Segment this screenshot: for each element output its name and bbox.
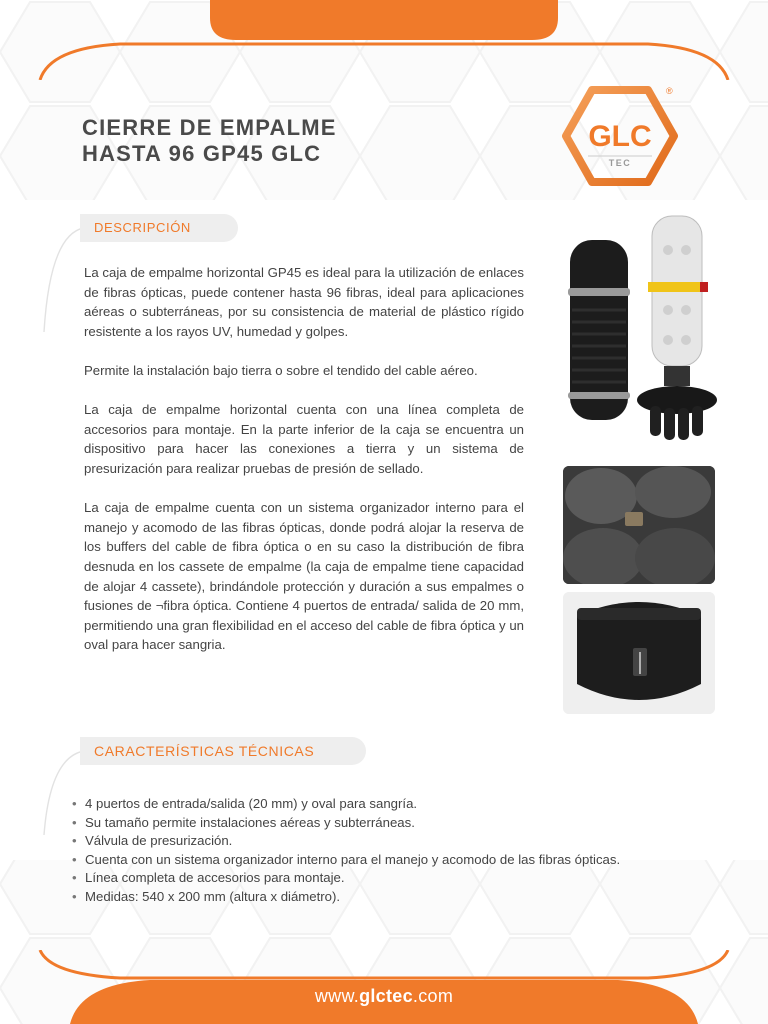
website-domain: glctec [359, 986, 413, 1006]
description-body [84, 263, 524, 674]
title-line-2: HASTA 96 GP45 GLC [82, 141, 322, 166]
page-title [82, 115, 337, 167]
registered-mark: ® [666, 86, 673, 96]
specs-list [72, 795, 716, 907]
description-paragraph-4: La caja de empalme cuenta con un sistema organizador interno para el manejo y acomodo de las fibras ópticas, donde podrá alojar la reserva de los buffers del cable de fibra óptica o en su caso la distribución de fibra desnuda en los cassete de empalme (la caja de empalme tiene capacidad de alojar 4 cassete), brindándole protección y duración a sus empalmes o fusiones de ¬fibra óptica. Contiene 4 puertos de entrada/ salida de 20 mm, permitiendo una gran flexibilidad en el acceso del cable de fibra óptica y un oval para hacer sangria. [84, 500, 524, 653]
product-image-splice-closure [560, 210, 730, 460]
website-prefix: www. [314, 986, 360, 1006]
logo-brand-text: GLC [588, 120, 652, 153]
specs-item: • Su tamaño permite instalaciones aéreas y subterráneas. [72, 814, 716, 833]
specs-item: • Línea completa de accesorios para montaje. [72, 869, 716, 888]
specs-item: • 4 puertos de entrada/salida (20 mm) y oval para sangría. [72, 795, 716, 814]
description-paragraph-3: La caja de empalme horizontal cuenta con una línea completa de accesorios para montaje. En la parte inferior de la caja se encuentra un dispositivo para hacer las conexiones a tierra y un sistema de presurización para realizar pruebas de presión de sellado. [84, 402, 524, 476]
glc-tec-logo [560, 82, 680, 192]
description-paragraph-1: La caja de empalme horizontal GP45 es ideal para la utilización de enlaces de fibras ópticas, puede contener hasta 96 fibras, ideal para aplicaciones aéreas o subterráneas, por su consistencia de material de plástico rígido resistente a los rayos UV, humedad y golpes. [84, 265, 524, 339]
detail-photo-ports [563, 466, 715, 584]
title-line-1: CIERRE DE EMPALME [82, 115, 337, 140]
top-ornament [0, 0, 768, 80]
specs-item: • Válvula de presurización. [72, 832, 716, 851]
specs-heading: CARACTERÍSTICAS TÉCNICAS [80, 737, 366, 765]
specs-item: • Medidas: 540 x 200 mm (altura x diámetro). [72, 888, 716, 907]
detail-photo-base [563, 592, 715, 714]
website-link[interactable] [190, 986, 578, 1007]
website-suffix: .com [412, 986, 454, 1006]
description-heading: DESCRIPCIÓN [80, 214, 238, 242]
specs-item: • Cuenta con un sistema organizador interno para el manejo y acomodo de las fibras ópticas. [72, 851, 716, 870]
logo-sub-text: TEC [608, 158, 632, 168]
description-paragraph-2: Permite la instalación bajo tierra o sobre el tendido del cable aéreo. [84, 362, 478, 378]
